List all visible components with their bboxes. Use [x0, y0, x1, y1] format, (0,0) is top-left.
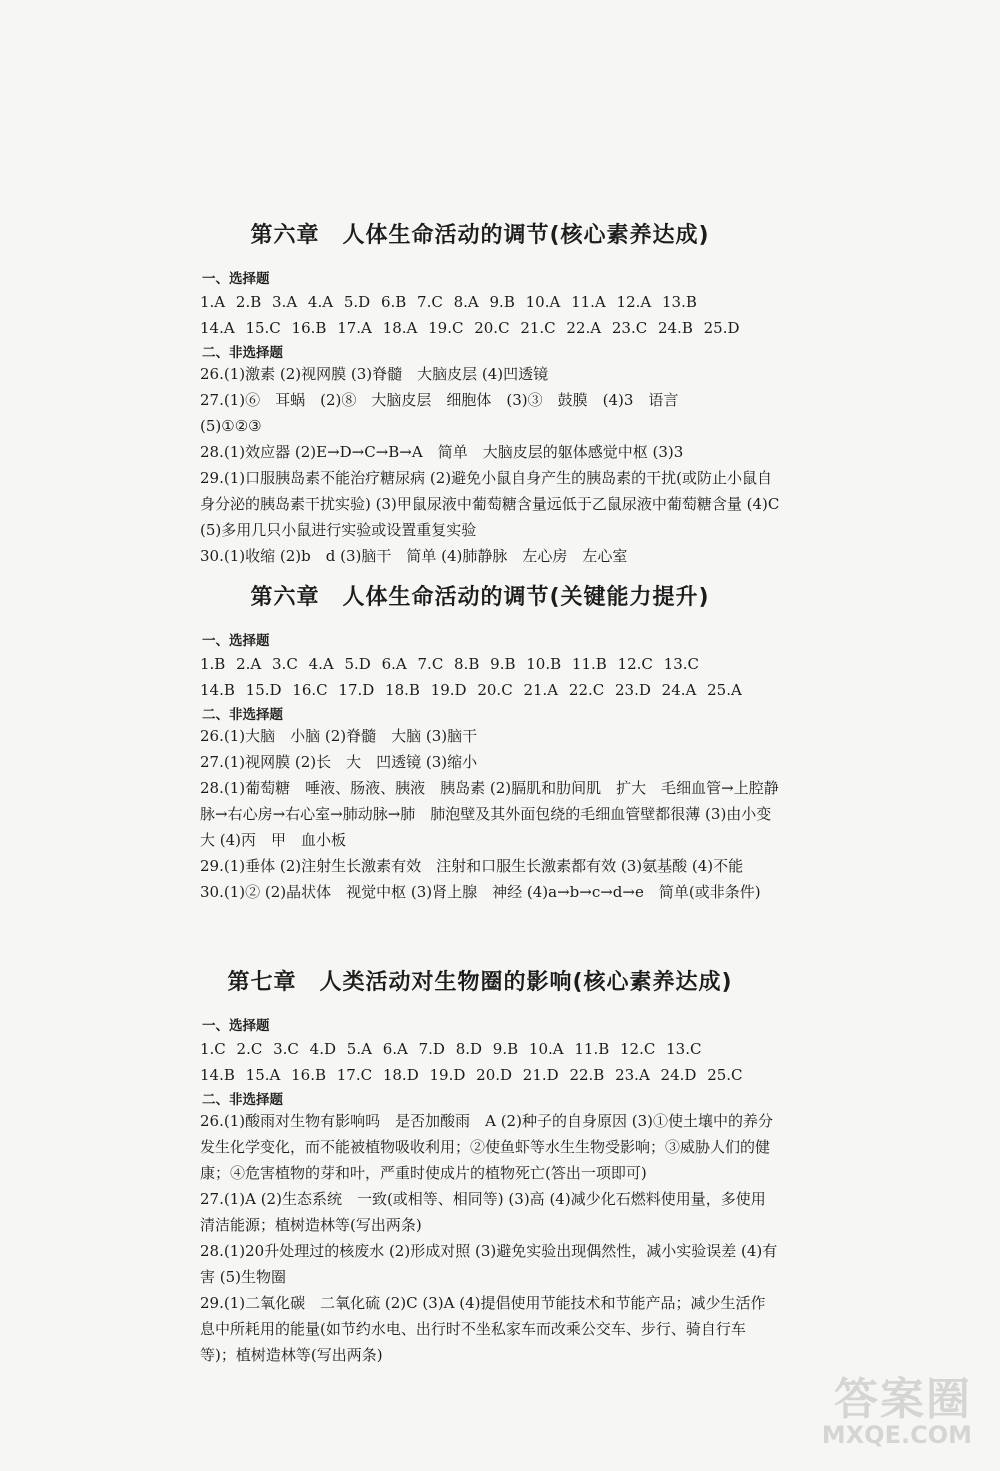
subheading-nonchoice: 二、非选择题 — [202, 707, 283, 723]
subheading-nonchoice: 二、非选择题 — [202, 345, 283, 361]
watermark-top-text: 答案圈 — [834, 1374, 972, 1425]
answers-row-1: 1.C 2.C 3.C 4.D 5.A 6.A 7.D 8.D 9.B 10.A 11.B 12.C 13.C — [200, 1040, 702, 1058]
watermark-logo — [802, 1363, 972, 1463]
answers-row-1: 1.A 2.B 3.A 4.A 5.D 6.B 7.C 8.A 9.B 10.A 11.A 12.A 13.B — [200, 293, 697, 311]
watermark-bottom-text: MXQE.COM — [821, 1421, 972, 1449]
section-ch6-core — [200, 218, 780, 569]
answer-29: 29.(1)二氧化碳 二氧化硫 (2)C (3)A (4)提倡使用节能技术和节能产品；减少生活作息中所耗用的能量(如节约水电、出行时不坐私家车而改乘公交车、步行、骑自行车等)；植树造林等(写出两条) — [200, 1294, 766, 1364]
answer-28: 28.(1)20升处理过的核废水 (2)形成对照 (3)避免实验出现偶然性，减小实验误差 (4)有害 (5)生物圈 — [200, 1242, 778, 1286]
answer-30: 30.(1)② (2)晶状体 视觉中枢 (3)肾上腺 神经 (4)a→b→c→d→e 简单(或非条件) — [200, 883, 761, 901]
answers-row-1: 1.B 2.A 3.C 4.A 5.D 6.A 7.C 8.B 9.B 10.B 11.B 12.C 13.C — [200, 655, 699, 673]
answer-28: 28.(1)葡萄糖 唾液、肠液、胰液 胰岛素 (2)膈肌和肋间肌 扩大 毛细血管→上腔静脉→右心房→右心室→肺动脉→肺 肺泡壁及其外面包绕的毛细血管壁都很薄 (3)由小变大 (4)丙 甲 血小板 — [200, 779, 779, 849]
section-title: 第六章 人体生命活动的调节(关键能力提升) — [250, 585, 710, 610]
answers-row-2: 14.A 15.C 16.B 17.A 18.A 19.C 20.C 21.C 22.A 23.C 24.B 25.D — [200, 319, 740, 337]
subheading-nonchoice: 二、非选择题 — [202, 1092, 283, 1108]
subheading-choice: 一、选择题 — [202, 1018, 270, 1034]
answer-27: 27.(1)A (2)生态系统 一致(或相等、相同等) (3)高 (4)减少化石燃料使用量，多使用清洁能源；植树造林等(写出两条) — [200, 1190, 766, 1234]
answer-26: 26.(1)酸雨对生物有影响吗 是否加酸雨 A (2)种子的自身原因 (3)①使土壤中的养分发生化学变化，而不能被植物吸收利用；②使鱼虾等水生生物受影响；③威胁人们的健康；④危害植物的芽和叶，严重时使成片的植物死亡(答出一项即可) — [200, 1112, 773, 1182]
answer-29: 29.(1)口服胰岛素不能治疗糖尿病 (2)避免小鼠自身产生的胰岛素的干扰(或防止小鼠自身分泌的胰岛素干扰实验) (3)甲鼠尿液中葡萄糖含量远低于乙鼠尿液中葡萄糖含量 (4)C (5)多用几只小鼠进行实验或设置重复实验 — [200, 469, 780, 539]
section-title: 第六章 人体生命活动的调节(核心素养达成) — [250, 223, 710, 248]
answers-row-2: 14.B 15.D 16.C 17.D 18.B 19.D 20.C 21.A 22.C 23.D 24.A 25.A — [200, 681, 742, 699]
subheading-choice: 一、选择题 — [202, 633, 270, 649]
answer-26: 26.(1)激素 (2)视网膜 (3)脊髓 大脑皮层 (4)凹透镜 — [200, 365, 549, 383]
answer-30: 30.(1)收缩 (2)b d (3)脑干 简单 (4)肺静脉 左心房 左心室 — [200, 547, 628, 565]
answer-26: 26.(1)大脑 小脑 (2)脊髓 大脑 (3)脑干 — [200, 727, 478, 745]
answer-27-cont: (5)①②③ — [200, 417, 262, 435]
section-ch7-core — [200, 965, 780, 1368]
subheading-choice: 一、选择题 — [202, 271, 270, 287]
answer-27: 27.(1)视网膜 (2)长 大 凹透镜 (3)缩小 — [200, 753, 478, 771]
section-ch6-key — [200, 580, 780, 905]
answer-29: 29.(1)垂体 (2)注射生长激素有效 注射和口服生长激素都有效 (3)氨基酸 (4)不能 — [200, 857, 744, 875]
section-title: 第七章 人类活动对生物圈的影响(核心素养达成) — [227, 970, 733, 995]
answer-27: 27.(1)⑥ 耳蜗 (2)⑧ 大脑皮层 细胞体 (3)③ 鼓膜 (4)3 语言 — [200, 391, 679, 409]
answers-row-2: 14.B 15.A 16.B 17.C 18.D 19.D 20.D 21.D 22.B 23.A 24.D 25.C — [200, 1066, 743, 1084]
answer-28: 28.(1)效应器 (2)E→D→C→B→A 简单 大脑皮层的躯体感觉中枢 (3)3 — [200, 443, 684, 461]
